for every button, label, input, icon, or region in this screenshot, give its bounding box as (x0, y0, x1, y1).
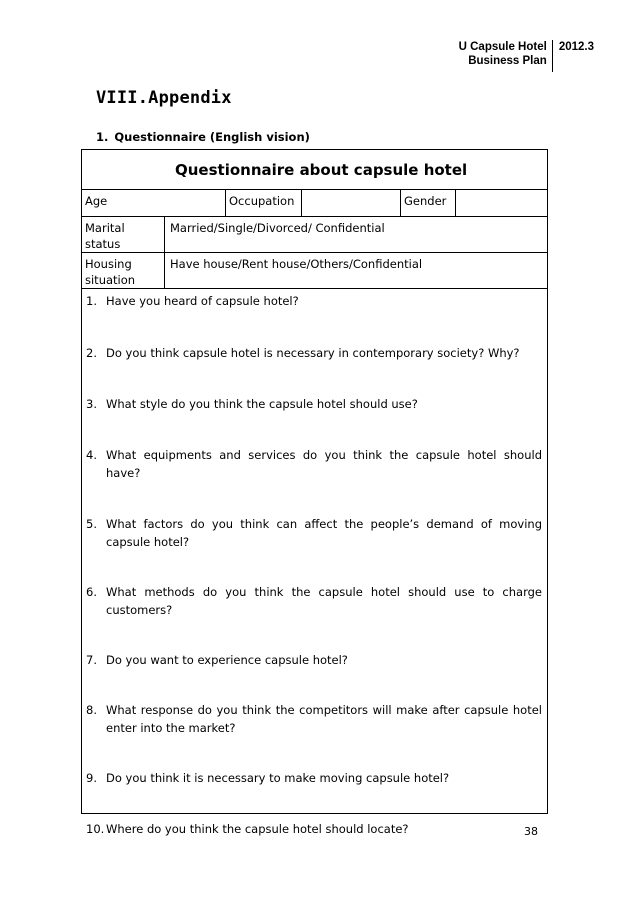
header-company: U Capsule Hotel (458, 41, 547, 53)
question-list (82, 292, 547, 838)
housing-situation-row (82, 253, 547, 289)
question-number: 1. (86, 294, 97, 308)
page-number: 38 (524, 825, 538, 838)
question-item (82, 820, 547, 838)
marital-status-options: Married/Single/Divorced/ Confidential (170, 221, 385, 235)
question-number: 5. (86, 517, 97, 531)
question-number: 7. (86, 653, 97, 667)
housing-situation-label: Housing situation (82, 253, 165, 288)
subsection-text: Questionnaire (English vision) (114, 130, 310, 144)
header-title-block (459, 40, 553, 72)
gender-value-cell (456, 190, 547, 216)
question-text: What methods do you think the capsule hotel should use to charge customers? (106, 585, 542, 617)
question-item (82, 515, 547, 551)
question-item (82, 292, 547, 310)
question-text: What factors do you think can affect the people’s demand of moving capsule hotel? (106, 517, 542, 549)
age-label: Age (82, 190, 226, 216)
subsection-number: 1. (96, 130, 109, 144)
marital-status-label: Marital status (82, 217, 165, 252)
header-date: 2012.3 (558, 41, 594, 53)
question-text: Do you think it is necessary to make moving capsule hotel? (106, 771, 450, 785)
question-text: What equipments and services do you think the capsule hotel should have? (106, 448, 542, 480)
question-number: 3. (86, 397, 97, 411)
question-item (82, 583, 547, 619)
question-item (82, 701, 547, 737)
question-number: 2. (86, 346, 97, 360)
question-number: 10. (86, 822, 105, 836)
housing-situation-options: Have house/Rent house/Others/Confidential (170, 257, 423, 271)
personal-info-row (82, 190, 547, 217)
question-text: What style do you think the capsule hotel should use? (106, 397, 418, 411)
question-text: Where do you think the capsule hotel should locate? (106, 822, 409, 836)
page-header (459, 40, 594, 72)
occupation-label: Occupation (226, 190, 302, 216)
gender-label: Gender (401, 190, 456, 216)
question-text: Have you heard of capsule hotel? (106, 294, 299, 308)
question-item (82, 446, 547, 482)
question-text: What response do you think the competitors will make after capsule hotel enter into the market? (106, 703, 542, 735)
header-doc-type: Business Plan (468, 55, 547, 67)
marital-status-row (82, 217, 547, 253)
section-title: VIII.Appendix (96, 88, 232, 108)
question-number: 6. (86, 585, 97, 599)
question-item (82, 395, 547, 413)
question-item (82, 651, 547, 669)
subsection-title (96, 130, 310, 144)
question-item (82, 344, 547, 362)
question-number: 8. (86, 703, 97, 717)
question-item (82, 769, 547, 787)
questionnaire-title: Questionnaire about capsule hotel (82, 150, 547, 190)
occupation-value-cell (302, 190, 401, 216)
question-number: 9. (86, 771, 97, 785)
question-text: Do you want to experience capsule hotel? (106, 653, 348, 667)
question-number: 4. (86, 448, 97, 462)
question-text: Do you think capsule hotel is necessary in contemporary society? Why? (106, 346, 520, 360)
